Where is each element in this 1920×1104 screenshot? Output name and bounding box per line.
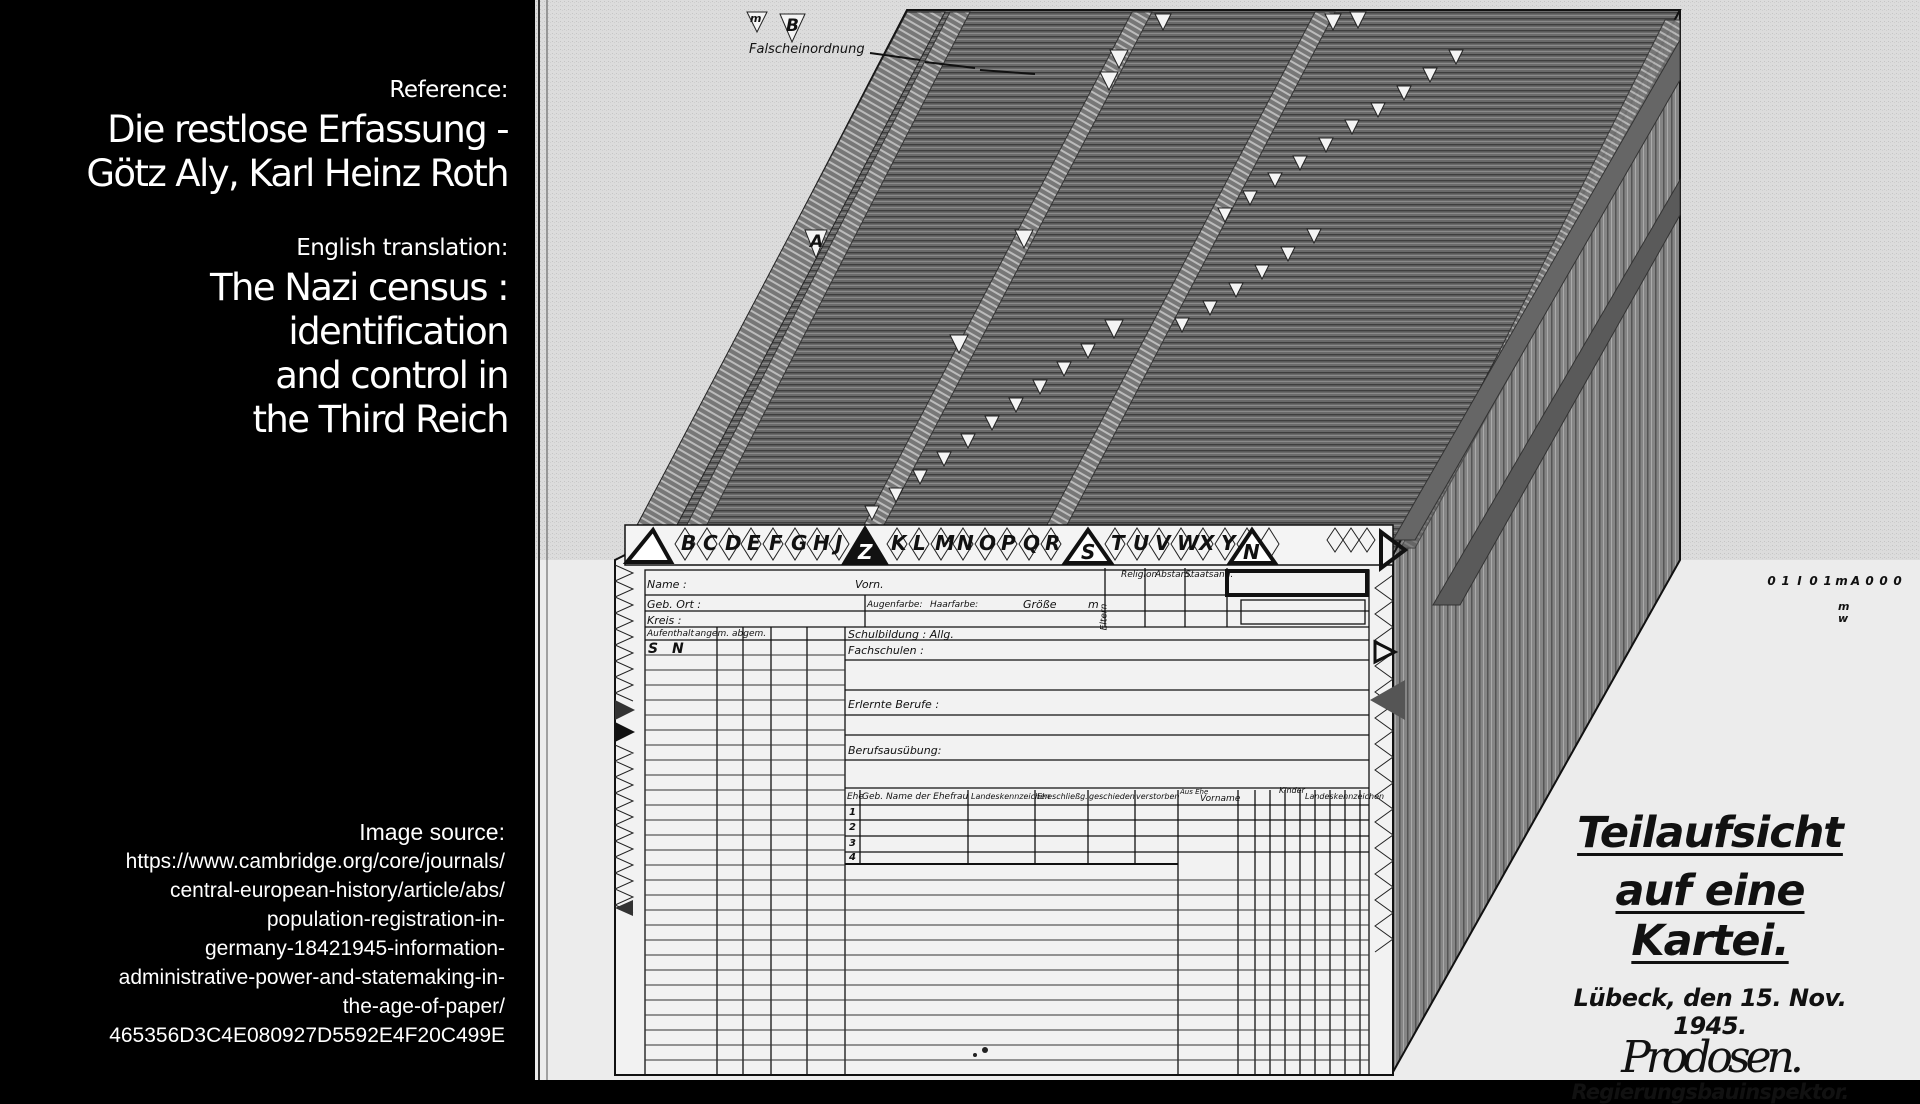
form-eheschliessung-label: Eheschließg. [1037, 792, 1088, 801]
code-cells [1765, 574, 1904, 588]
form-landeskennzeichen-label: Landeskennzeichen [971, 792, 1051, 801]
source-url-line: 465356D3C4E080927D5592E4F20C499E [109, 1024, 505, 1047]
marker-a: A [810, 232, 824, 252]
form-vorname-label: Vorn. [855, 578, 884, 591]
code-cell: A [1850, 574, 1861, 588]
form-name-label: Name : [647, 578, 687, 591]
code-cell: I [1797, 574, 1802, 588]
form-kinder-vorname-label: Vorname [1200, 794, 1241, 804]
tab-letter: L [913, 531, 926, 555]
tab-letter: U [1133, 531, 1150, 555]
source-block [109, 818, 505, 1050]
tab-letter: F [769, 531, 783, 555]
tab-letter: X [1199, 531, 1215, 555]
tab-letter: V [1155, 531, 1171, 555]
ehe-row-number: 2 [849, 822, 856, 833]
tab-letter: N [957, 531, 974, 555]
tab-letter: B [681, 531, 697, 555]
caption-signature: Prodosen. [1621, 1032, 1799, 1083]
code-cell: 1 [1781, 574, 1790, 588]
tab-letter: H [813, 531, 830, 555]
form-ehe-label: Ehe [847, 792, 864, 802]
source-label: Image source: [359, 819, 505, 845]
form-s-column: S [648, 641, 659, 657]
tab-letter: M [935, 531, 955, 555]
tab-letter-s: S [1081, 540, 1096, 564]
caption-role: Regierungsbauinspektor. [1571, 1080, 1849, 1104]
caption-title-line2: auf eine Kartei. [1615, 866, 1805, 966]
tab-letter: G [791, 531, 808, 555]
form-augenfarbe-label: Augenfarbe: [867, 600, 923, 610]
ehe-row-number: 1 [849, 807, 856, 818]
source-url-line: https://www.cambridge.org/core/journals/ [125, 850, 505, 873]
tab-letter: Q [1023, 531, 1041, 555]
tab-letter: W [1177, 531, 1200, 555]
translation-line: The Nazi census : [210, 266, 508, 309]
code-cell: 0 [1809, 574, 1818, 588]
code-cell: 1 [1823, 574, 1832, 588]
code-cell: 0 [1879, 574, 1888, 588]
tab-letter: Y [1221, 531, 1236, 555]
tab-letter: O [979, 531, 997, 555]
form-geb-name-ehefrau-label: Geb. Name der Ehefrau [862, 792, 969, 802]
form-kinder-label: Kinder [1279, 786, 1305, 795]
reference-label: Reference: [389, 77, 508, 103]
tab-letter-n: N [1243, 540, 1260, 564]
form-geschieden-label: geschieden [1089, 792, 1135, 801]
reference-title-line2: Götz Aly, Karl Heinz Roth [86, 152, 508, 195]
source-url-line: population-registration-in- [266, 908, 505, 931]
code-cell: 0 [1865, 574, 1874, 588]
form-haarfarbe-label: Haarfarbe: [930, 600, 979, 610]
form-eltern-label: Eltern [1099, 603, 1110, 631]
source-url-line: administrative-power-and-statemaking-in- [118, 966, 505, 989]
translation-line: identification [288, 310, 508, 353]
translation-label: English translation: [296, 235, 508, 261]
form-aus-ehe-label: Aus Ehe [1180, 788, 1209, 796]
reference-panel [0, 0, 535, 1080]
ehe-row-number: 3 [849, 838, 856, 849]
tab-letter: D [725, 531, 742, 555]
reference-title-line1: Die restlose Erfassung - [107, 108, 508, 151]
source-url-line: germany-18421945-information- [205, 937, 505, 960]
caption-date: Lübeck, den 15. Nov. 1945. [1573, 984, 1847, 1040]
drawing-caption [1545, 808, 1875, 1104]
form-abstam-label: Abstam. [1155, 570, 1193, 580]
form-fachschulen-label: Fachschulen : [848, 644, 924, 657]
tab-letter: E [747, 531, 761, 555]
translation-line: and control in [275, 354, 508, 397]
form-aufenthalt-label: Aufenthalt [647, 629, 695, 639]
tab-letter: C [703, 531, 718, 555]
translation-block [210, 234, 508, 442]
ehe-row-number: 4 [849, 852, 856, 863]
code-cell: 0 [1893, 574, 1902, 588]
form-sex-m: m [1838, 600, 1850, 613]
falscheinordnung-label: Falscheinordnung [749, 42, 865, 57]
source-url-line: the-age-of-paper/ [342, 995, 505, 1018]
form-staatsang-label: Staatsang. [1185, 570, 1234, 580]
form-erlernte-berufe-label: Erlernte Berufe : [848, 698, 940, 711]
form-groesse-unit: m [1088, 598, 1099, 611]
form-angem-label: angem. [695, 629, 730, 639]
form-schulbildung-label: Schulbildung : Allg. [848, 628, 954, 641]
tab-letter-z: Z [858, 540, 873, 564]
reference-block [86, 76, 508, 196]
form-groesse-label: Größe [1023, 598, 1057, 611]
form-kreis-label: Kreis : [647, 614, 682, 627]
form-sex-w: w [1838, 612, 1849, 625]
tab-letter: J [835, 531, 843, 555]
translation-line: the Third Reich [252, 398, 508, 441]
form-kinder-landeskennzeichen-label: Landeskennzeichen [1305, 792, 1385, 801]
caption-title-line1: Teilaufsicht [1577, 808, 1843, 858]
form-abgem-label: abgem. [732, 629, 767, 639]
source-url-line: central-european-history/article/abs/ [170, 879, 505, 902]
marker-m: m [750, 12, 762, 25]
card-index-drawing [535, 0, 1920, 1104]
tab-letter: R [1045, 531, 1061, 555]
code-cell: m [1835, 574, 1848, 588]
tab-letter: P [1001, 531, 1016, 555]
tab-letter: K [891, 531, 907, 555]
tab-letter: T [1111, 531, 1125, 555]
form-geb-ort-label: Geb. Ort : [647, 598, 701, 611]
marker-b: B [786, 16, 799, 36]
code-cell: 0 [1767, 574, 1776, 588]
form-verstorben-label: verstorben [1136, 792, 1180, 801]
form-religion-label: Religion [1121, 570, 1158, 580]
form-berufsausuebung-label: Berufsausübung: [848, 744, 942, 757]
form-n-column: N [672, 641, 684, 657]
